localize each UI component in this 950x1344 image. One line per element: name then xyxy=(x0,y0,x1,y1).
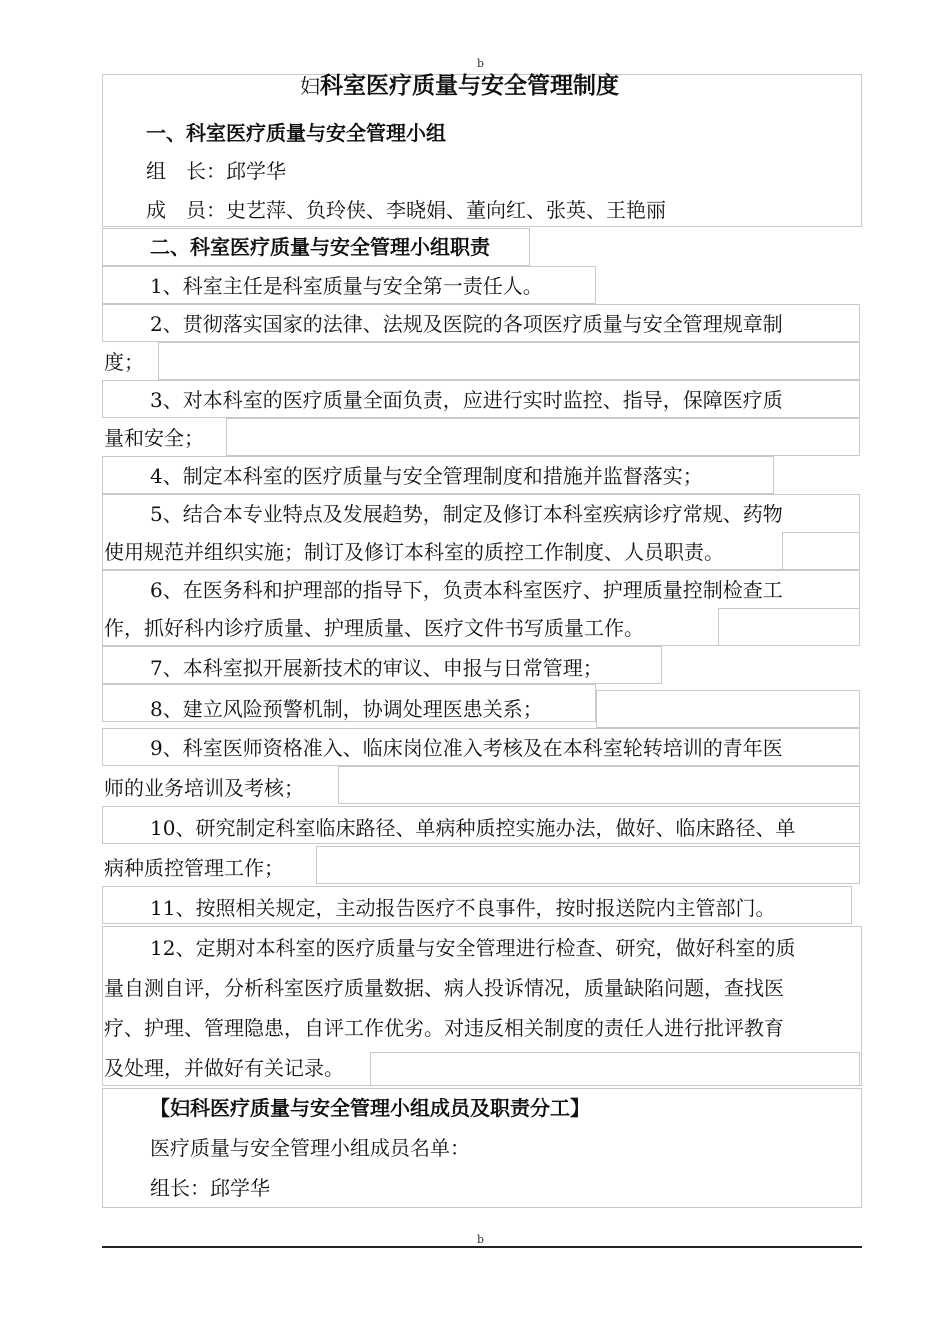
duty-line-12-cont-a: 量自测自评，分析科室医疗质量数据、病人投诉情况，质量缺陷问题，查找医 xyxy=(104,976,784,1000)
footer-marker: b xyxy=(477,1233,485,1246)
duty-line-8: 8、建立风险预警机制，协调处理医患关系； xyxy=(150,697,543,721)
leader-row xyxy=(146,159,286,183)
duty-line-5: 5、结合本专业特点及发展趋势，制定及修订本科室疾病诊疗常规、药物 xyxy=(150,502,783,526)
title-prefix: 妇 xyxy=(300,74,320,98)
leader-name: 邱学华 xyxy=(226,159,286,183)
frame-box-line2b xyxy=(158,342,860,380)
members-label: 成 员： xyxy=(146,198,226,222)
frame-box-line8b xyxy=(596,690,860,728)
duty-line-3: 3、对本科室的医疗质量全面负责，应进行实时监控、指导，保障医疗质 xyxy=(150,388,783,412)
frame-box-line3b xyxy=(226,418,860,456)
frame-box-line12b xyxy=(370,1052,860,1086)
frame-box-line6b xyxy=(718,608,860,646)
duty-line-7: 7、本科室拟开展新技术的审议、申报与日常管理； xyxy=(150,656,603,680)
duty-line-9: 9、科室医师资格准入、临床岗位准入考核及在本科室轮转培训的青年医 xyxy=(150,736,783,760)
duty-line-5-cont: 使用规范并组织实施；制订及修订本科室的质控工作制度、人员职责。 xyxy=(104,540,724,564)
frame-box-line5b xyxy=(782,532,860,570)
duty-line-10: 10、研究制定科室临床路径、单病种质控实施办法，做好、临床路径、单 xyxy=(150,816,796,840)
duty-line-2: 2、贯彻落实国家的法律、法规及医院的各项医疗质量与安全管理规章制 xyxy=(150,312,783,336)
duty-line-6-cont: 作，抓好科内诊疗质量、护理质量、医疗文件书写质量工作。 xyxy=(104,616,644,640)
duty-line-12-cont-c: 及处理，并做好有关记录。 xyxy=(104,1056,344,1080)
frame-box-line9b xyxy=(338,766,860,804)
frame-box-line10b xyxy=(316,846,860,884)
members-names: 史艺萍、负玲侠、李晓娟、董向红、张英、王艳丽 xyxy=(226,198,666,222)
members-row xyxy=(146,198,666,222)
header-marker: b xyxy=(477,57,485,70)
duty-line-4: 4、制定本科室的医疗质量与安全管理制度和措施并监督落实； xyxy=(150,464,703,488)
document-title xyxy=(300,72,619,100)
footer-rule xyxy=(102,1246,862,1248)
duty-line-2-cont: 度； xyxy=(104,350,144,374)
duty-line-6: 6、在医务科和护理部的指导下，负责本科室医疗、护理质量控制检查工 xyxy=(150,578,783,602)
duty-line-11: 11、按照相关规定，主动报告医疗不良事件，按时报送院内主管部门。 xyxy=(150,896,776,920)
section3-heading: 【妇科医疗质量与安全管理小组成员及职责分工】 xyxy=(150,1096,590,1120)
section2-heading: 二、科室医疗质量与安全管理小组职责 xyxy=(150,235,490,259)
duty-line-12-cont-b: 疗、护理、管理隐患，自评工作优劣。对违反相关制度的责任人进行批评教育 xyxy=(104,1016,784,1040)
title-main: 科室医疗质量与安全管理制度 xyxy=(320,73,619,99)
member-list-title: 医疗质量与安全管理小组成员名单： xyxy=(150,1136,470,1160)
leader-label: 组 长： xyxy=(146,159,226,183)
member-list-leader: 组长：邱学华 xyxy=(150,1176,270,1200)
duty-line-10-cont: 病种质控管理工作； xyxy=(104,856,284,880)
duty-line-9-cont: 师的业务培训及考核； xyxy=(104,776,304,800)
section1-heading: 一、科室医疗质量与安全管理小组 xyxy=(146,121,446,145)
duty-line-12: 12、定期对本科室的医疗质量与安全管理进行检查、研究，做好科室的质 xyxy=(150,936,796,960)
duty-line-1: 1、科室主任是科室质量与安全第一责任人。 xyxy=(150,274,543,298)
duty-line-3-cont: 量和安全； xyxy=(104,426,204,450)
